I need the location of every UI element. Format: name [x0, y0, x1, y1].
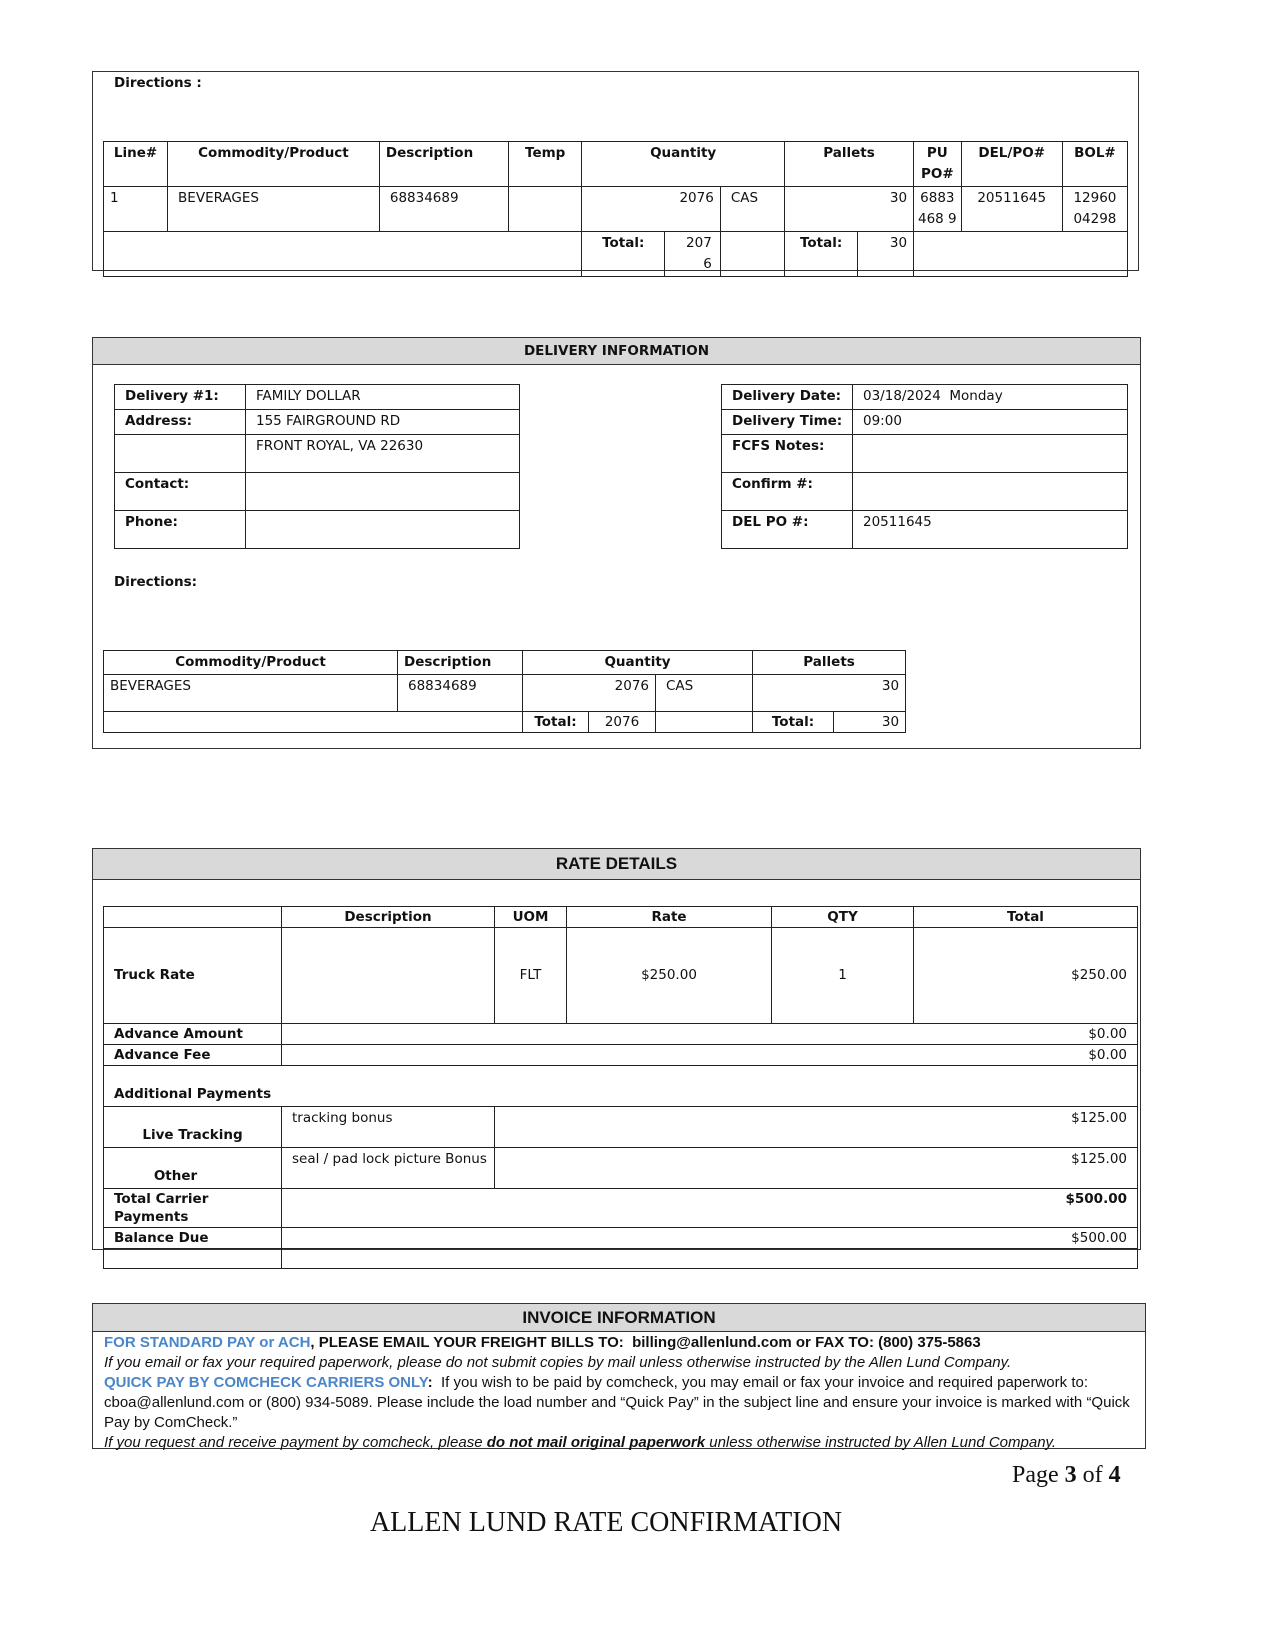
temp [509, 187, 582, 232]
delivery-date-label: Delivery Date: [722, 385, 853, 410]
commodity: BEVERAGES [168, 187, 380, 232]
quantity-unit: CAS [656, 675, 753, 712]
quantity: 2076 [523, 675, 656, 712]
advance-amount: $0.00 [282, 1024, 1138, 1045]
del-po-number: 20511645 [961, 187, 1062, 232]
delivery-time: 09:00 [853, 410, 1128, 435]
pu-po-number: 6883468 9 [914, 187, 962, 232]
delivery-right-table [721, 384, 1128, 549]
col-pallets: Pallets [784, 142, 913, 187]
pallets: 30 [784, 187, 913, 232]
address-line1: 155 FAIRGROUND RD [246, 410, 520, 435]
standard-pay-prefix: FOR STANDARD PAY or ACH [104, 1334, 311, 1351]
additional-payments-label: Additional Payments [104, 1066, 1138, 1107]
pickup-qty-total-label: Total: [582, 232, 665, 277]
col-description: Description [282, 907, 495, 928]
confirm-number-label: Confirm #: [722, 473, 853, 511]
do-not-mail-emphasis: do not mail original paperwork [486, 1434, 706, 1451]
phone-label: Phone: [115, 511, 246, 549]
pickup-commodity-table [103, 141, 1128, 277]
col-pu-po: PU PO# [914, 142, 962, 187]
col-quantity: Quantity [523, 651, 753, 675]
col-commodity: Commodity/Product [168, 142, 380, 187]
quantity-unit: CAS [720, 187, 784, 232]
delivery-pallets-total-label: Total: [753, 712, 834, 733]
mail-notice: If you email or fax your required paperwork, please do not submit copies by mail unless otherwise instructed by the Allen Lund Company. [104, 1354, 1012, 1371]
delivery-left-table [114, 384, 520, 549]
truck-rate-qty: 1 [772, 928, 914, 1024]
live-tracking-label: Live Tracking [104, 1107, 282, 1148]
col-del-po: DEL/PO# [961, 142, 1062, 187]
total-carrier-payments: $500.00 [282, 1189, 1138, 1228]
quick-pay-paragraph: QUICK PAY BY COMCHECK CARRIERS ONLY: If you wish to be paid by comcheck, you may email or fax your invoice and required paperwork to: cboa@allenlund.com or (800) 934-5089. Please include the load number and “Quick Pay” in the subject line and ensure your invoice is marked with “Quick Pay by ComCheck.” [104, 1374, 1134, 1431]
table-row [104, 1107, 1138, 1148]
quick-pay-text: If you wish to be paid by comcheck, you may email or fax your invoice and required paperwork to: cboa@allenlund.com or (800) 934-5089. Please include the load number and “Quick Pay” in the subject line and ensure your invoice is marked with “Quick Pay by ComCheck.” [104, 1374, 1134, 1431]
delivery-pallets-total: 30 [834, 712, 906, 733]
quick-pay-prefix: QUICK PAY BY COMCHECK CARRIERS ONLY [104, 1374, 428, 1391]
balance-due-label: Balance Due [104, 1228, 282, 1249]
line-number: 1 [104, 187, 168, 232]
standard-pay-line [104, 1333, 1134, 1353]
col-pallets: Pallets [753, 651, 906, 675]
advance-amount-label: Advance Amount [104, 1024, 282, 1045]
truck-rate-description [282, 928, 495, 1024]
col-qty: QTY [772, 907, 914, 928]
col-bol: BOL# [1062, 142, 1127, 187]
live-tracking-description: tracking bonus [282, 1107, 495, 1148]
advance-fee: $0.00 [282, 1045, 1138, 1066]
col-description: Description [398, 651, 523, 675]
confirm-number [853, 473, 1128, 511]
page-current: 3 [1064, 1462, 1077, 1488]
truck-rate-uom: FLT [495, 928, 567, 1024]
delivery-number-label: Delivery #1: [115, 385, 246, 410]
col-total: Total [914, 907, 1138, 928]
invoice-information-section [92, 1303, 1146, 1449]
total-carrier-payments-label: Total Carrier Payments [104, 1189, 282, 1228]
delivery-directions-label: Directions: [114, 574, 198, 590]
pickup-qty-total: 207 6 [665, 232, 721, 277]
standard-pay-text: , PLEASE EMAIL YOUR FREIGHT BILLS TO: billing@allenlund.com or FAX TO: (800) 375-5863 [310, 1334, 981, 1351]
col-uom: UOM [495, 907, 567, 928]
truck-rate-row [104, 928, 1138, 1024]
other-label: Other [104, 1148, 282, 1189]
delivery-information-header: DELIVERY INFORMATION [93, 338, 1140, 365]
address-label: Address: [115, 410, 246, 435]
pallets: 30 [753, 675, 906, 712]
commodity: BEVERAGES [104, 675, 398, 712]
comcheck-notice: If you request and receive payment by comcheck, please do not mail original paperwork unless otherwise instructed by Allen Lund Company. [104, 1434, 1057, 1451]
page-number: Page 3 of 4 [1012, 1462, 1121, 1488]
delivery-company: FAMILY DOLLAR [246, 385, 520, 410]
pickup-directions-label: Directions : [114, 75, 202, 91]
rate-details-header: RATE DETAILS [93, 849, 1140, 880]
del-po-value: 20511645 [853, 511, 1128, 549]
col-commodity: Commodity/Product [104, 651, 398, 675]
delivery-qty-total: 2076 [589, 712, 656, 733]
contact-value [246, 473, 520, 511]
pickup-pallets-total: 30 [858, 232, 914, 277]
col-line: Line# [104, 142, 168, 187]
delivery-date: 03/18/2024 Monday [853, 385, 1128, 410]
table-row [104, 187, 1128, 232]
phone-value [246, 511, 520, 549]
delivery-commodity-table [103, 650, 906, 733]
other-description: seal / pad lock picture Bonus [282, 1148, 495, 1189]
del-po-label: DEL PO #: [722, 511, 853, 549]
live-tracking-amount: $125.00 [495, 1107, 1138, 1148]
delivery-time-label: Delivery Time: [722, 410, 853, 435]
bol-number: 12960 04298 [1062, 187, 1127, 232]
quantity: 2076 [582, 187, 720, 232]
rate-details-table [103, 906, 1138, 1269]
col-quantity: Quantity [582, 142, 785, 187]
document-title: ALLEN LUND RATE CONFIRMATION [369, 1507, 843, 1538]
invoice-information-header: INVOICE INFORMATION [93, 1304, 1145, 1332]
delivery-qty-total-label: Total: [523, 712, 589, 733]
other-amount: $125.00 [495, 1148, 1138, 1189]
address-line2: FRONT ROYAL, VA 22630 [246, 435, 520, 473]
advance-fee-label: Advance Fee [104, 1045, 282, 1066]
col-description: Description [379, 142, 508, 187]
invoice-text [104, 1333, 1134, 1453]
fcfs-notes [853, 435, 1128, 473]
description: 68834689 [379, 187, 508, 232]
contact-label: Contact: [115, 473, 246, 511]
pickup-pallets-total-label: Total: [784, 232, 857, 277]
description: 68834689 [398, 675, 523, 712]
table-row [104, 675, 906, 712]
fcfs-notes-label: FCFS Notes: [722, 435, 853, 473]
table-row [104, 1148, 1138, 1189]
page-total: 4 [1108, 1462, 1121, 1488]
col-rate: Rate [567, 907, 772, 928]
balance-due: $500.00 [282, 1228, 1138, 1249]
col-temp: Temp [509, 142, 582, 187]
truck-rate-label: Truck Rate [104, 928, 282, 1024]
truck-rate-total: $250.00 [914, 928, 1138, 1024]
truck-rate-rate: $250.00 [567, 928, 772, 1024]
